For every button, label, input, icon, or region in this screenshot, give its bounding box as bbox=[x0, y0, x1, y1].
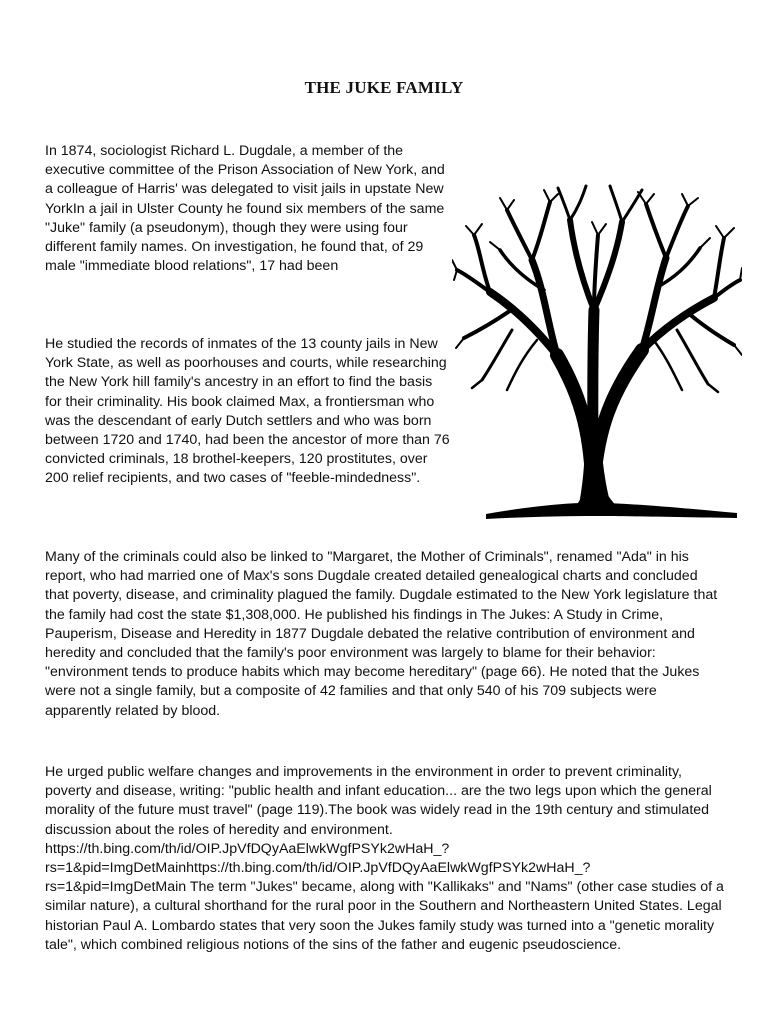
page-title: THE JUKE FAMILY bbox=[304, 78, 464, 97]
paragraph-3: Many of the criminals could also be linked to "Margaret, the Mother of Criminals", renamed "Ada" in his report, who had married one of Max's sons Dugdale created detailed genealogical charts and concluded that poverty, disease, and criminality plagued the family. Dugdale estimated to the New York legislature that the family had cost the state $1,308,000. He published his findings in The Jukes: A Study in Crime, Pauperism, Disease and Heredity in 1877 Dugdale debated the relative contribution of environment and heredity and concluded that the family's poor environment was largely to blame for their behavior: "environment tends to produce habits which may become hereditary" (page 66). He noted that the Jukes were not a single family, but a composite of 42 families and that only 540 of his 709 subjects were apparently related by blood. bbox=[45, 549, 718, 719]
paragraph-1: In 1874, sociologist Richard L. Dugdale, a member of the executive committee of the Prison Association of New York, and a colleague of Harris' was delegated to visit jails in upstate New YorkIn a jail in Ulster County he found six members of the same "Juke" family (a pseudonym), though they were using four different family names. On investigation, he found that, of 29 male "immediate blood relations", 17 had been bbox=[45, 143, 445, 275]
paragraph-2: He studied the records of inmates of the 13 county jails in New York State, as well as poorhouses and courts, while researching the New York hill family's ancestry in an effort to find the basis for their criminality. His book claimed Max, a frontiersman who was the descendant of early Dutch settlers and who was born between 1720 and 1740, had been the ancestor of more than 76 convicted criminals, 18 brothel-keepers, 120 prostitutes, over 200 relief recipients, and two cases of "feeble-mindedness". bbox=[45, 336, 450, 487]
paragraph-4: He urged public welfare changes and improvements in the environment in order to prevent criminality, poverty and disease, writing: "public health and infant education... are the two legs upon which the general morality of the future must travel" (page 119).The book was widely read in the 19th century and stimulated discussion about the roles of heredity and environment. https://th.bing.com/th/id/OIP.JpVfDQyAaElwkWgfPSYk2wHaH_?rs=1&pid=ImgDetMainhttps://th.bing.com/th/id/OIP.JpVfDQyAaElwkWgfPSYk2wHaH_?rs=1&pid=ImgDetMain The term "Jukes" became, along with "Kallikaks" and "Nams" (other case studies of a similar nature), a cultural shorthand for the rural poor in the Southern and Northeastern United States. Legal historian Paul A. Lombardo states that very soon the Jukes family study was turned into a "genetic morality tale", which combined religious notions of the sins of the father and eugenic pseudoscience. bbox=[45, 764, 724, 953]
bare-tree-icon bbox=[452, 180, 742, 520]
